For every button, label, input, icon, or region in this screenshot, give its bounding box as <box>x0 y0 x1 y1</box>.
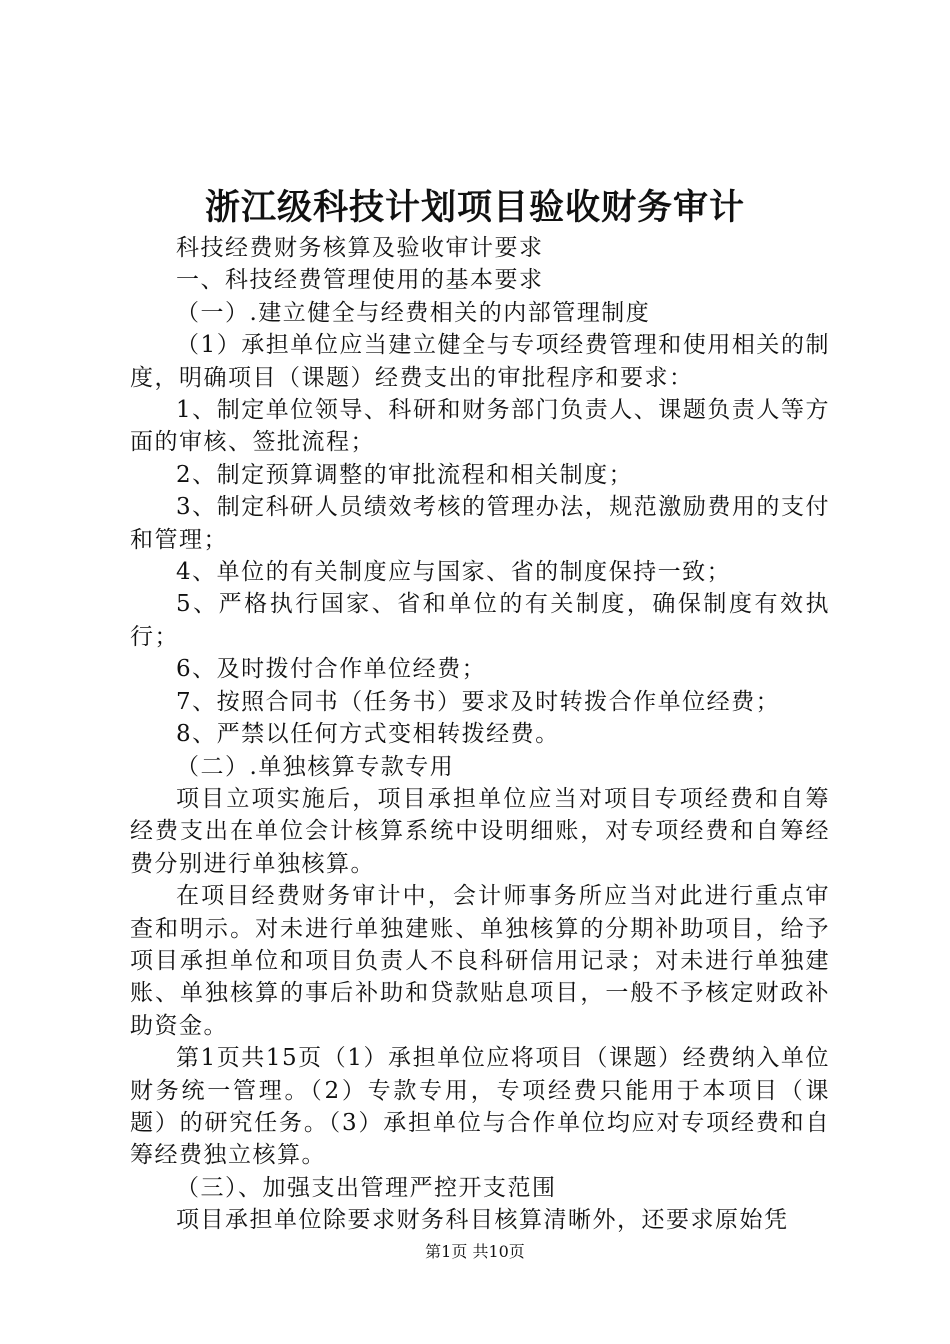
paragraph: （三）、加强支出管理严控开支范围 <box>176 1174 557 1201</box>
paragraph: 第1页共15页（1）承担单位应将项目（课题）经费纳入单位财务统一管理。（2）专款专用，专项经费只能用于本项目（课题）的研究任务。（3）承担单位与合作单位均应对专项经费和自筹经费独立核算。 <box>130 1045 830 1169</box>
page-footer: 第1页 共10页 <box>425 1242 525 1261</box>
paragraph: 项目承担单位除要求财务科目核算清晰外，还要求原始凭 <box>176 1207 789 1234</box>
paragraph: （一）.建立健全与经费相关的内部管理制度 <box>176 299 651 326</box>
document-title: 浙江级科技计划项目验收财务审计 <box>204 188 745 228</box>
paragraph: 一、科技经费管理使用的基本要求 <box>176 267 544 294</box>
paragraph: 6、及时拨付合作单位经费； <box>176 656 487 683</box>
paragraph: 4、单位的有关制度应与国家、省的制度保持一致； <box>176 559 732 586</box>
paragraph: 1、制定单位领导、科研和财务部门负责人、课题负责人等方面的审核、签批流程； <box>130 397 830 456</box>
paragraph: 8、严禁以任何方式变相转拨经费。 <box>176 721 560 748</box>
paragraph: 5、严格执行国家、省和单位的有关制度，确保制度有效执行； <box>130 591 830 650</box>
document-body <box>130 232 830 1237</box>
paragraph: 在项目经费财务审计中，会计师事务所应当对此进行重点审查和明示。对未进行单独建账、单独核算的分期补助项目，给予项目承担单位和项目负责人不良科研信用记录；对未进行单独建账、单独核算的事后补助和贷款贴息项目，一般不予核定财政补助资金。 <box>130 883 830 1039</box>
paragraph: 2、制定预算调整的审批流程和相关制度； <box>176 461 634 488</box>
paragraph: （1）承担单位应当建立健全与专项经费管理和使用相关的制度，明确项目（课题）经费支出的审批程序和要求： <box>130 332 830 391</box>
paragraph: 科技经费财务核算及验收审计要求 <box>176 235 544 261</box>
paragraph: 7、按照合同书（任务书）要求及时转拨合作单位经费； <box>176 688 781 715</box>
paragraph: 项目立项实施后，项目承担单位应当对项目专项经费和自筹经费支出在单位会计核算系统中设明细账，对专项经费和自筹经费分别进行单独核算。 <box>130 785 830 877</box>
paragraph: 3、制定科研人员绩效考核的管理办法，规范激励费用的支付和管理； <box>130 494 830 553</box>
paragraph: （二）.单独核算专款专用 <box>176 753 455 780</box>
